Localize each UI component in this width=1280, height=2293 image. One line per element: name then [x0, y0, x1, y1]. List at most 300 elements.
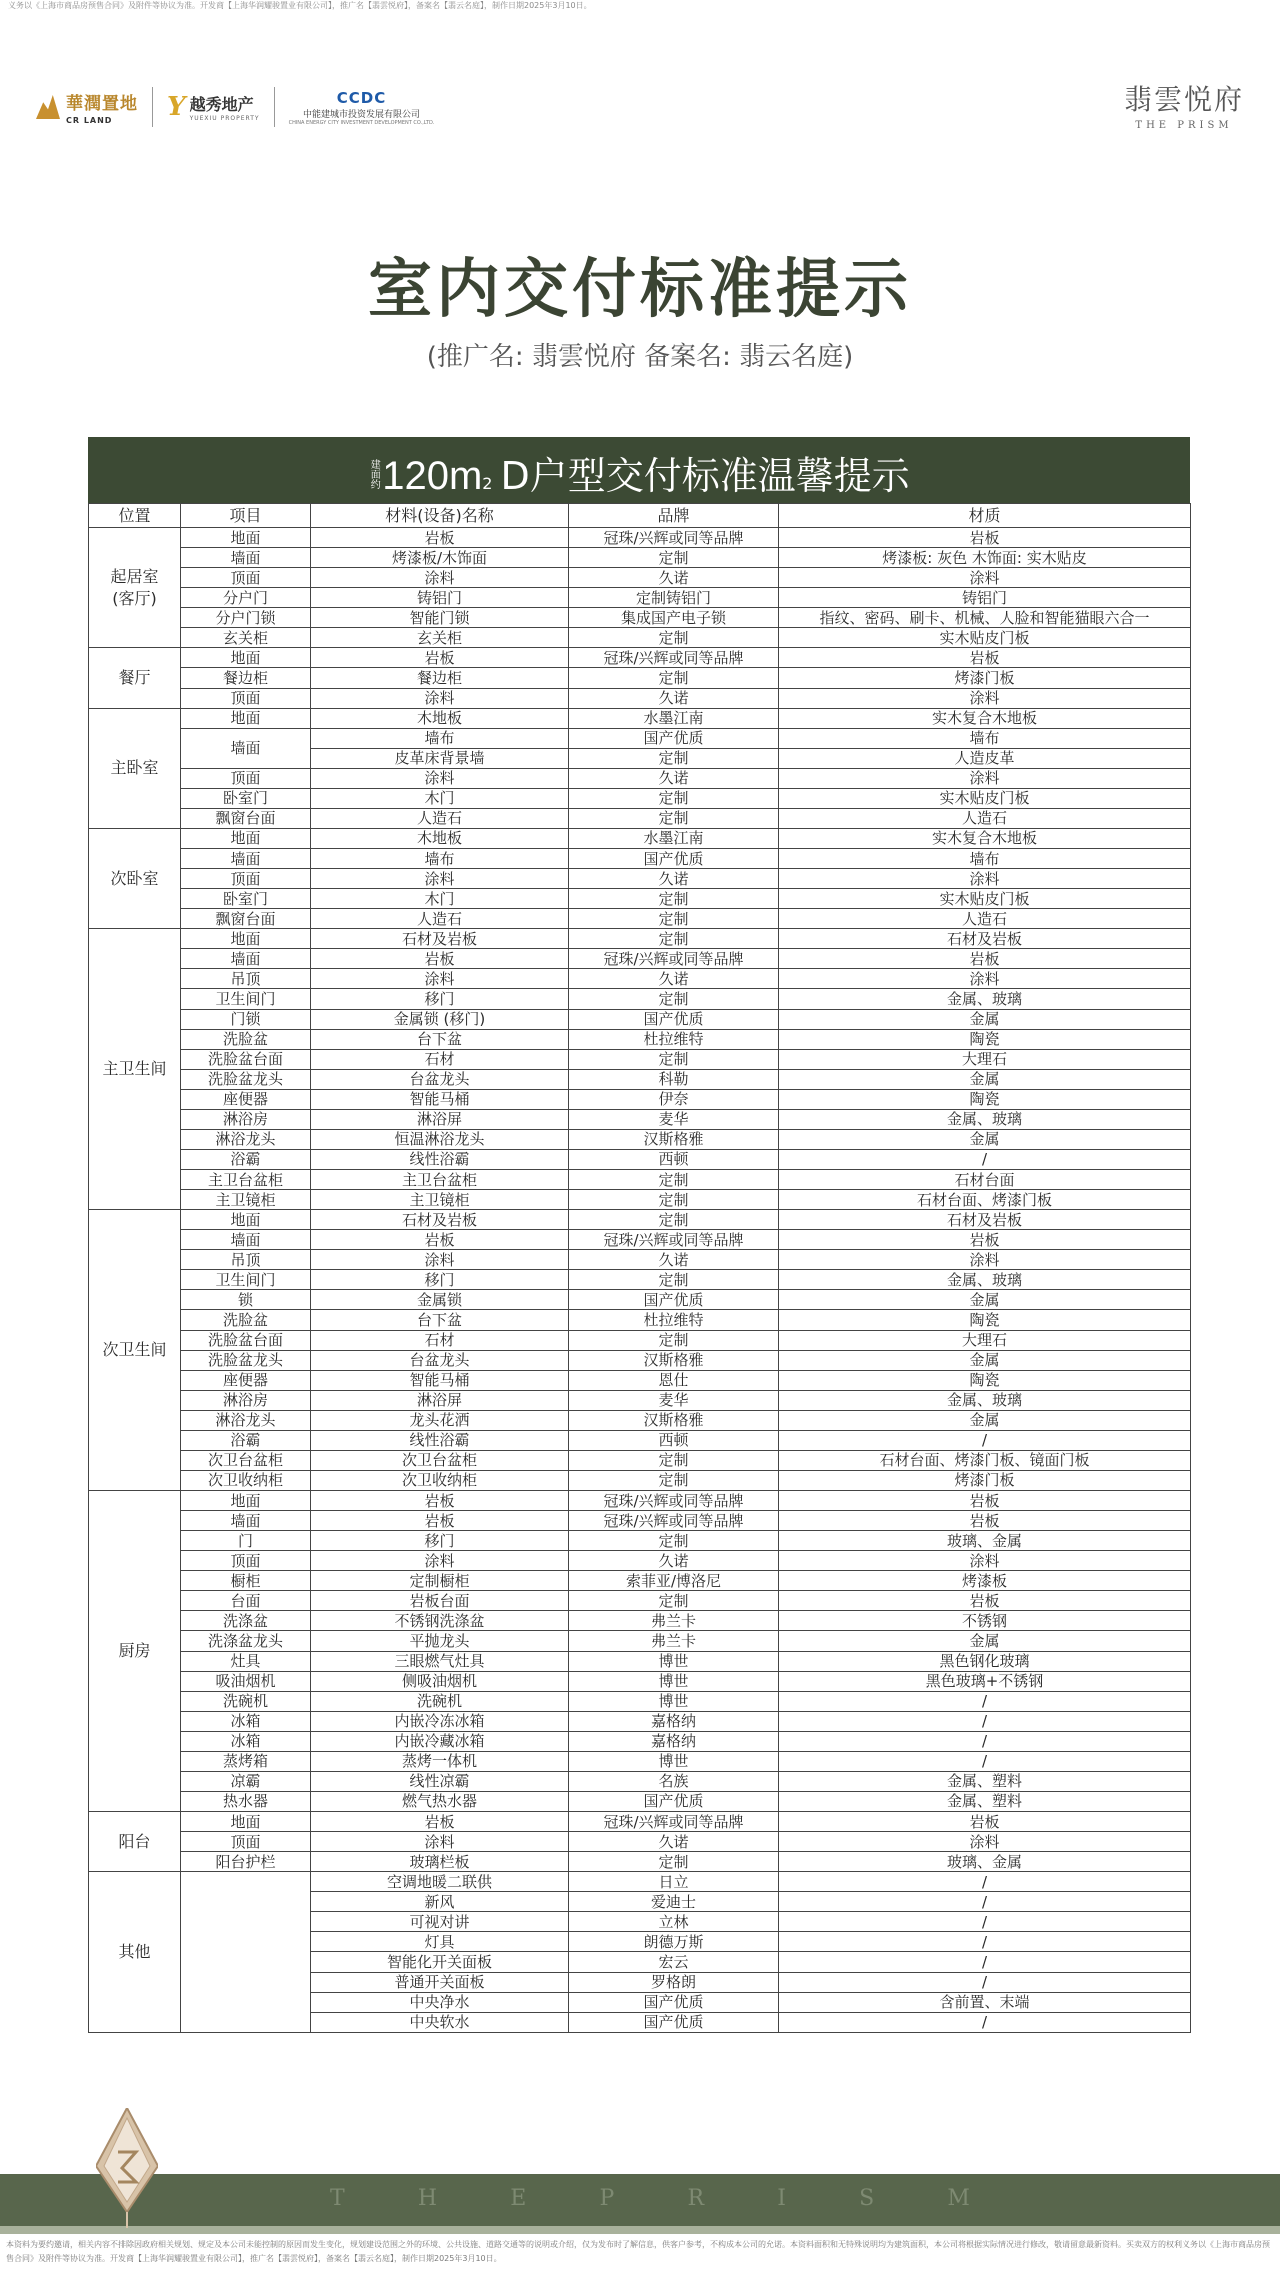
table-row: [89, 1390, 1191, 1410]
item-cell: 次卫收纳柜: [181, 1470, 311, 1490]
location-cell: 次卫生间: [89, 1210, 181, 1491]
texture-cell: 烤漆板: 灰色 木饰面: 实木贴皮: [779, 548, 1191, 568]
table-body: [89, 528, 1191, 2033]
table-row: [89, 989, 1191, 1009]
table-row: [89, 1691, 1191, 1711]
item-cell: 卧室门: [181, 788, 311, 808]
texture-cell: 黑色玻璃+不锈钢: [779, 1671, 1191, 1691]
brand-cell: 恩仕: [569, 1370, 779, 1390]
table-row: [89, 1812, 1191, 1832]
material-cell: 岩板台面: [311, 1591, 569, 1611]
item-cell: 座便器: [181, 1089, 311, 1109]
texture-cell: /: [779, 1691, 1191, 1711]
texture-cell: /: [779, 1872, 1191, 1892]
crland-en: CR LAND: [66, 116, 113, 125]
material-cell: 玻璃栏板: [311, 1852, 569, 1872]
item-cell: 地面: [181, 1491, 311, 1511]
table-row: [89, 1250, 1191, 1270]
brand-cell: 定制: [569, 1531, 779, 1551]
table-row: [89, 1350, 1191, 1370]
item-cell: 浴霸: [181, 1149, 311, 1169]
texture-cell: 涂料: [779, 869, 1191, 889]
footer-letter: I: [777, 2186, 786, 2211]
material-cell: 洗碗机: [311, 1691, 569, 1711]
material-cell: 移门: [311, 1270, 569, 1290]
material-cell: 智能化开关面板: [311, 1952, 569, 1972]
brand-cn: 翡雲悦府: [1123, 83, 1244, 116]
brand-cell: 冠珠/兴辉或同等品牌: [569, 1491, 779, 1511]
brand-cell: 集成国产电子锁: [569, 608, 779, 628]
item-cell: 冰箱: [181, 1731, 311, 1751]
brand-cell: 定制: [569, 989, 779, 1009]
top-notice: 义务以《上海市商品房预售合同》及附件等协议为准。开发商【上海华润耀骏置业有限公司】，推广名【翡雲悦府】，备案名【翡云名庭】，制作日期2025年3月10日。: [8, 1, 592, 10]
table-row: [89, 1611, 1191, 1631]
table-row: [89, 949, 1191, 969]
item-cell: 灶具: [181, 1651, 311, 1671]
item-cell: 洗脸盆: [181, 1310, 311, 1330]
material-cell: 新风: [311, 1892, 569, 1912]
brand-cell: 久诺: [569, 768, 779, 788]
location-cell: 主卧室: [89, 708, 181, 828]
brand-cell: 国产优质: [569, 1992, 779, 2012]
material-cell: 内嵌冷冻冰箱: [311, 1711, 569, 1731]
item-cell: 主卫台盆柜: [181, 1170, 311, 1190]
delivery-standard-table: [88, 503, 1191, 2033]
brand-cell: 冠珠/兴辉或同等品牌: [569, 1230, 779, 1250]
texture-cell: /: [779, 1972, 1191, 1992]
logo-divider: [152, 87, 153, 127]
texture-cell: /: [779, 1149, 1191, 1169]
material-cell: 淋浴屏: [311, 1390, 569, 1410]
texture-cell: /: [779, 1711, 1191, 1731]
item-cell: 顶面: [181, 688, 311, 708]
texture-cell: 岩板: [779, 949, 1191, 969]
brand-cell: 定制: [569, 929, 779, 949]
item-cell: 吸油烟机: [181, 1671, 311, 1691]
brand-cell: 水墨江南: [569, 828, 779, 848]
material-cell: 岩板: [311, 949, 569, 969]
brand-cell: 国产优质: [569, 1290, 779, 1310]
brand-cell: 定制: [569, 909, 779, 929]
brand-cell: 西顿: [569, 1430, 779, 1450]
material-cell: 涂料: [311, 969, 569, 989]
brand-cell: 麦华: [569, 1390, 779, 1410]
texture-cell: 涂料: [779, 1250, 1191, 1270]
material-cell: 涂料: [311, 568, 569, 588]
table-row: [89, 969, 1191, 989]
texture-cell: 大理石: [779, 1330, 1191, 1350]
table-row: [89, 708, 1191, 728]
material-cell: 台盆龙头: [311, 1350, 569, 1370]
material-cell: 智能门锁: [311, 608, 569, 628]
brand-cell: 国产优质: [569, 2012, 779, 2032]
material-cell: 烤漆板/木饰面: [311, 548, 569, 568]
table-title-sup: 2: [482, 474, 493, 493]
item-cell: 座便器: [181, 1370, 311, 1390]
table-row: [89, 668, 1191, 688]
brand-cell: 立林: [569, 1912, 779, 1932]
brand-cell: 麦华: [569, 1109, 779, 1129]
col-header-brand: 品牌: [569, 504, 779, 528]
item-cell: 分户门: [181, 588, 311, 608]
brand-cell: 冠珠/兴辉或同等品牌: [569, 528, 779, 548]
table-row: [89, 1129, 1191, 1149]
material-cell: 线性浴霸: [311, 1430, 569, 1450]
texture-cell: 金属: [779, 1410, 1191, 1430]
brand-cell: 国产优质: [569, 728, 779, 748]
texture-cell: 涂料: [779, 768, 1191, 788]
brand-cell: 名族: [569, 1771, 779, 1791]
item-cell: 地面: [181, 1210, 311, 1230]
texture-cell: 陶瓷: [779, 1029, 1191, 1049]
table-row: [89, 1109, 1191, 1129]
material-cell: 人造石: [311, 909, 569, 929]
material-cell: 智能马桶: [311, 1370, 569, 1390]
brand-cell: 久诺: [569, 688, 779, 708]
texture-cell: 岩板: [779, 1812, 1191, 1832]
table-row: [89, 1009, 1191, 1029]
material-cell: 台盆龙头: [311, 1069, 569, 1089]
brand-cell: 弗兰卡: [569, 1611, 779, 1631]
col-header-item: 项目: [181, 504, 311, 528]
material-cell: 移门: [311, 989, 569, 1009]
item-cell: 凉霸: [181, 1771, 311, 1791]
brand-cell: 定制: [569, 1270, 779, 1290]
item-cell: 门: [181, 1531, 311, 1551]
brand-cell: 嘉格纳: [569, 1731, 779, 1751]
footer-letter: H: [417, 2186, 438, 2211]
texture-cell: /: [779, 1892, 1191, 1912]
texture-cell: 烤漆门板: [779, 1470, 1191, 1490]
material-cell: 木门: [311, 788, 569, 808]
material-cell: 涂料: [311, 688, 569, 708]
texture-cell: 金属、玻璃: [779, 1390, 1191, 1410]
footer-letter: S: [859, 2186, 875, 2211]
brand-cell: 杜拉维特: [569, 1029, 779, 1049]
item-cell: 顶面: [181, 869, 311, 889]
material-cell: 主卫台盆柜: [311, 1170, 569, 1190]
brand-cell: 冠珠/兴辉或同等品牌: [569, 949, 779, 969]
material-cell: 石材: [311, 1049, 569, 1069]
material-cell: 线性浴霸: [311, 1149, 569, 1169]
brand-cell: 定制: [569, 748, 779, 768]
prism-diamond-icon: [96, 2108, 158, 2228]
brand-cell: 嘉格纳: [569, 1711, 779, 1731]
table-row: [89, 889, 1191, 909]
item-cell: 洗碗机: [181, 1691, 311, 1711]
texture-cell: 实木复合木地板: [779, 828, 1191, 848]
yuexiu-cn: 越秀地产: [189, 95, 254, 114]
texture-cell: 玻璃、金属: [779, 1852, 1191, 1872]
table-row: [89, 1751, 1191, 1771]
item-cell: 淋浴房: [181, 1109, 311, 1129]
table-row: [89, 808, 1191, 828]
brand-cell: 博世: [569, 1671, 779, 1691]
material-cell: 人造石: [311, 808, 569, 828]
item-cell: 淋浴房: [181, 1390, 311, 1410]
texture-cell: 金属: [779, 1350, 1191, 1370]
footer-letter: R: [687, 2186, 705, 2211]
material-cell: 侧吸油烟机: [311, 1671, 569, 1691]
material-cell: 金属锁 (移门): [311, 1009, 569, 1029]
material-cell: 恒温淋浴龙头: [311, 1129, 569, 1149]
texture-cell: 岩板: [779, 1230, 1191, 1250]
footer-letter: M: [947, 2186, 970, 2211]
table-row: [89, 1230, 1191, 1250]
texture-cell: /: [779, 1731, 1191, 1751]
table-row: [89, 1470, 1191, 1490]
brand-cell: 国产优质: [569, 1009, 779, 1029]
table-row: [89, 1551, 1191, 1571]
item-cell: 洗脸盆龙头: [181, 1069, 311, 1089]
material-cell: 次卫收纳柜: [311, 1470, 569, 1490]
material-cell: 智能马桶: [311, 1089, 569, 1109]
material-cell: 线性凉霸: [311, 1771, 569, 1791]
brand-cell: 博世: [569, 1751, 779, 1771]
brand-cell: 定制: [569, 1170, 779, 1190]
table-title-banner: [88, 437, 1190, 503]
material-cell: 岩板: [311, 528, 569, 548]
material-cell: 岩板: [311, 1491, 569, 1511]
brand-cell: 定制: [569, 628, 779, 648]
material-cell: 主卫镜柜: [311, 1190, 569, 1210]
item-cell: 阳台护栏: [181, 1852, 311, 1872]
item-cell: 门锁: [181, 1009, 311, 1029]
texture-cell: 大理石: [779, 1049, 1191, 1069]
cccc-mark: CCDC: [336, 88, 387, 107]
brand-cell: 定制: [569, 548, 779, 568]
table-row: [89, 1852, 1191, 1872]
table-row: [89, 528, 1191, 548]
item-cell: 墙面: [181, 949, 311, 969]
item-cell: 墙面: [181, 1511, 311, 1531]
material-cell: 玄关柜: [311, 628, 569, 648]
table-row: [89, 1190, 1191, 1210]
texture-cell: /: [779, 1912, 1191, 1932]
material-cell: 中央净水: [311, 1992, 569, 2012]
table-row: [89, 588, 1191, 608]
texture-cell: 涂料: [779, 568, 1191, 588]
brand-cell: 定制: [569, 788, 779, 808]
texture-cell: 石材台面: [779, 1170, 1191, 1190]
texture-cell: 石材台面、烤漆门板: [779, 1190, 1191, 1210]
brand-cell: 汉斯格雅: [569, 1129, 779, 1149]
texture-cell: 涂料: [779, 1832, 1191, 1852]
material-cell: 餐边柜: [311, 668, 569, 688]
table-row: [89, 1290, 1191, 1310]
brand-cell: 爱迪士: [569, 1892, 779, 1912]
table-row: [89, 1170, 1191, 1190]
item-cell: 热水器: [181, 1791, 311, 1811]
item-cell: 锁: [181, 1290, 311, 1310]
item-cell: 地面: [181, 528, 311, 548]
table-row: [89, 1591, 1191, 1611]
brand-cell: 朗德万斯: [569, 1932, 779, 1952]
item-cell: 洗脸盆: [181, 1029, 311, 1049]
material-cell: 龙头花洒: [311, 1410, 569, 1430]
brand-cell: 国产优质: [569, 849, 779, 869]
material-cell: 淋浴屏: [311, 1109, 569, 1129]
item-cell: 墙面: [181, 849, 311, 869]
item-cell: 浴霸: [181, 1430, 311, 1450]
item-cell: 分户门锁: [181, 608, 311, 628]
table-row: [89, 1711, 1191, 1731]
material-cell: 涂料: [311, 1551, 569, 1571]
brand-cell: 日立: [569, 1872, 779, 1892]
item-cell: 洗脸盆台面: [181, 1330, 311, 1350]
logo-divider: [274, 87, 275, 127]
texture-cell: 人造石: [779, 909, 1191, 929]
item-cell: 主卫镜柜: [181, 1190, 311, 1210]
table-row: [89, 1450, 1191, 1470]
table-row: [89, 1511, 1191, 1531]
item-cell: 地面: [181, 929, 311, 949]
material-cell: 涂料: [311, 1250, 569, 1270]
texture-cell: 陶瓷: [779, 1310, 1191, 1330]
texture-cell: 石材及岩板: [779, 1210, 1191, 1230]
material-cell: 空调地暖二联供: [311, 1872, 569, 1892]
brand-cell: 索菲亚/博洛尼: [569, 1571, 779, 1591]
item-cell: 地面: [181, 708, 311, 728]
item-cell: 餐边柜: [181, 668, 311, 688]
texture-cell: 陶瓷: [779, 1370, 1191, 1390]
material-cell: 金属锁: [311, 1290, 569, 1310]
brand-cell: 定制: [569, 1470, 779, 1490]
material-cell: 岩板: [311, 648, 569, 668]
brand-en: THE PRISM: [1135, 120, 1233, 131]
brand-cell: 定制: [569, 1450, 779, 1470]
item-cell: 淋浴龙头: [181, 1410, 311, 1430]
brand-cell: 定制: [569, 889, 779, 909]
table-row: [89, 1430, 1191, 1450]
item-cell: 洗涤盆龙头: [181, 1631, 311, 1651]
brand-cell: 久诺: [569, 1832, 779, 1852]
item-cell: 台面: [181, 1591, 311, 1611]
texture-cell: 铸铝门: [779, 588, 1191, 608]
material-cell: 铸铝门: [311, 588, 569, 608]
col-header-texture: 材质: [779, 504, 1191, 528]
brand-cell: 久诺: [569, 1551, 779, 1571]
texture-cell: 岩板: [779, 1591, 1191, 1611]
material-cell: 岩板: [311, 1511, 569, 1531]
col-header-material: 材料(设备)名称: [311, 504, 569, 528]
texture-cell: 金属: [779, 1129, 1191, 1149]
texture-cell: 陶瓷: [779, 1089, 1191, 1109]
texture-cell: 金属、玻璃: [779, 989, 1191, 1009]
footer-letter: P: [599, 2186, 615, 2211]
material-cell: 蒸烤一体机: [311, 1751, 569, 1771]
table-row: [89, 688, 1191, 708]
material-cell: 木地板: [311, 828, 569, 848]
texture-cell: 实木贴皮门板: [779, 788, 1191, 808]
yuexiu-logo: [167, 92, 260, 122]
developer-logos: [36, 84, 434, 130]
table-row: [89, 1651, 1191, 1671]
table-row: [89, 768, 1191, 788]
table-row: [89, 1671, 1191, 1691]
texture-cell: 烤漆门板: [779, 668, 1191, 688]
table-row: [89, 1370, 1191, 1390]
material-cell: 涂料: [311, 768, 569, 788]
texture-cell: /: [779, 1952, 1191, 1972]
texture-cell: /: [779, 1932, 1191, 1952]
texture-cell: 涂料: [779, 688, 1191, 708]
brand-cell: 冠珠/兴辉或同等品牌: [569, 1812, 779, 1832]
item-cell: 顶面: [181, 768, 311, 788]
material-cell: 燃气热水器: [311, 1791, 569, 1811]
table-row: [89, 1029, 1191, 1049]
brand-cell: 汉斯格雅: [569, 1410, 779, 1430]
texture-cell: /: [779, 1751, 1191, 1771]
texture-cell: 指纹、密码、刷卡、机械、人脸和智能猫眼六合一: [779, 608, 1191, 628]
table-row: [89, 1631, 1191, 1651]
brand-cell: 久诺: [569, 969, 779, 989]
material-cell: 内嵌冷藏冰箱: [311, 1731, 569, 1751]
material-cell: 皮革床背景墙: [311, 748, 569, 768]
footer-disclaimer: 本资料为要约邀请，相关内容不排除因政府相关规划、规定及本公司未能控制的原因而发生变化，规划建设范围之外的环境、公共设施、道路交通等的说明或介绍，仅为发布时了解信息，供客户参考，不构成本公司的允诺。本资料面积和无特殊说明均为建筑面积，本公司将根据实际情况进行修改，敬请留意最新资料。买卖双方的权利义务以《上海市商品房预售合同》及附件等协议为准。开发商【上海华润耀骏置业有限公司】，推广名【翡雲悦府】，备案名【翡云名庭】，制作日期2025年3月10日。: [6, 2240, 1270, 2263]
texture-cell: 人造石: [779, 808, 1191, 828]
material-cell: 涂料: [311, 1832, 569, 1852]
material-cell: 墙布: [311, 728, 569, 748]
texture-cell: 石材及岩板: [779, 929, 1191, 949]
material-cell: 平抛龙头: [311, 1631, 569, 1651]
table-row: [89, 1049, 1191, 1069]
brand-cell: 定制: [569, 668, 779, 688]
cccc-en: CHINA ENERGY CITY INVESTMENT DEVELOPMENT CO.,LTD.: [288, 119, 435, 126]
table-row: [89, 568, 1191, 588]
texture-cell: 岩板: [779, 1511, 1191, 1531]
brand-cell: 定制铸铝门: [569, 588, 779, 608]
table-row: [89, 1410, 1191, 1430]
texture-cell: 金属、玻璃: [779, 1270, 1191, 1290]
material-cell: 台下盆: [311, 1029, 569, 1049]
texture-cell: 黑色钢化玻璃: [779, 1651, 1191, 1671]
material-cell: 墙布: [311, 849, 569, 869]
texture-cell: 金属、塑料: [779, 1771, 1191, 1791]
location-cell: 餐厅: [89, 648, 181, 708]
item-cell: 吊顶: [181, 969, 311, 989]
table-row: [89, 1832, 1191, 1852]
cccc-cn: 中能建城市投资发展有限公司: [302, 109, 420, 120]
item-cell: 卫生间门: [181, 1270, 311, 1290]
texture-cell: 岩板: [779, 528, 1191, 548]
footer-letter: E: [510, 2186, 527, 2211]
brand-cell: 定制: [569, 808, 779, 828]
brand-cell: 定制: [569, 1210, 779, 1230]
brand-cell: 宏云: [569, 1952, 779, 1972]
texture-cell: 金属、塑料: [779, 1791, 1191, 1811]
texture-cell: 实木贴皮门板: [779, 889, 1191, 909]
table-title-area: 120m: [382, 454, 483, 498]
material-cell: 台下盆: [311, 1310, 569, 1330]
brand-logo: [1124, 78, 1244, 131]
material-cell: 可视对讲: [311, 1912, 569, 1932]
material-cell: 灯具: [311, 1932, 569, 1952]
texture-cell: 人造皮革: [779, 748, 1191, 768]
item-cell: 玄关柜: [181, 628, 311, 648]
table-row: [89, 1872, 1191, 1892]
table-title-text: D户型交付标准温馨提示: [500, 454, 910, 498]
table-row: [89, 1771, 1191, 1791]
brand-cell: 罗格朗: [569, 1972, 779, 1992]
item-cell: 洗脸盆台面: [181, 1049, 311, 1069]
brand-cell: 定制: [569, 1852, 779, 1872]
table-title-prefix: 建面约: [368, 459, 380, 489]
texture-cell: 金属: [779, 1631, 1191, 1651]
texture-cell: 不锈钢: [779, 1611, 1191, 1631]
item-cell: 地面: [181, 1812, 311, 1832]
texture-cell: /: [779, 2012, 1191, 2032]
